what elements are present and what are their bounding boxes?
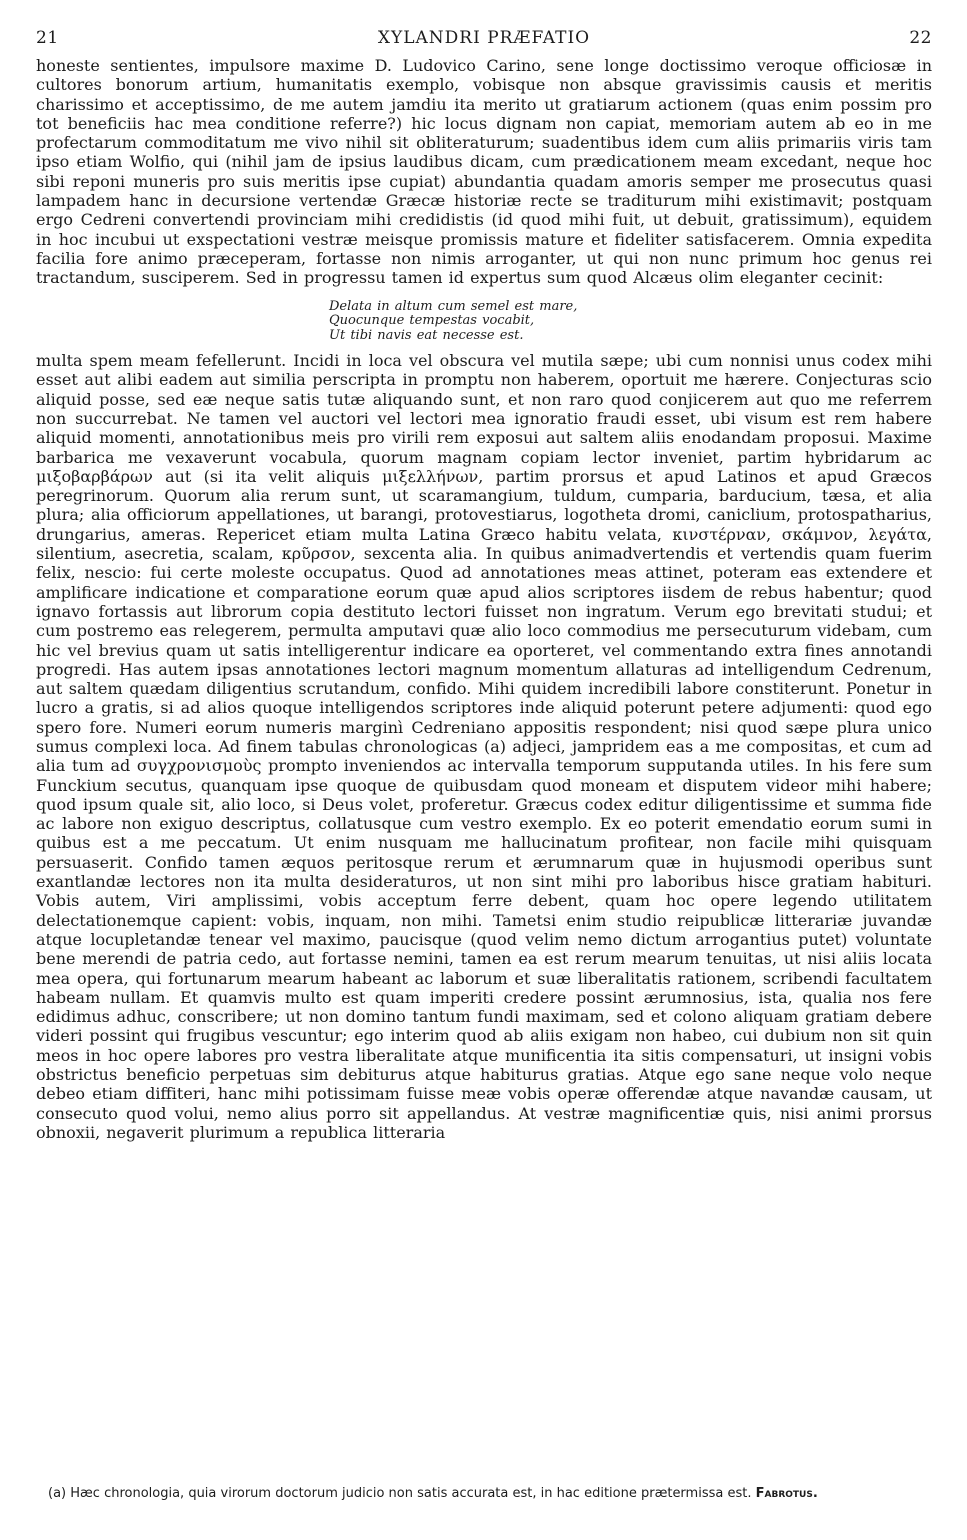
running-title: XYLANDRI PRÆFATIO xyxy=(377,28,591,48)
right-page-number: 22 xyxy=(909,28,932,48)
paragraph-1: honeste sentientes, impulsore maxime D. Ludovico Carino, sene longe doctissimo veroque officiosæ in cultores bonorum artium, humanitatis exemplo, vobisque non absque gravissimis causis et meritis charissimo et acceptissimo, de me autem jamdiu ita merito ut gratiarum actionem (quas enim possim pro tot beneficiis hac mea conditione referre?) hic locus dignam non capiat, memoriam autem ab eo in me profectarum commoditatum me vivo nihil sit obliteraturum; suadentibus idem cum aliis primariis viris tam ipso etiam Wolfio, qui (nihil jam de ipsius laudibus dicam, cum prædicationem meam excedant, neque hoc sibi reponi muneris pro suis meritis ipse cupiat) abundantia quadam amoris semper me prosecutus quasi lampadem hanc in decursione vertendæ Græcæ historiæ recte se traditurum mihi existimavit; postquam ergo Cedreni convertendi provinciam mihi credidistis (id quod mihi fuit, ut debuit, gratissimum), equidem in hoc incubui ut exspectationi vestræ meisque promissis mature et fideliter satisfacerem. Omnia expedita facilia fore animo præceperam, fortasse non nimis arroganter, ut qui non nunc primum hoc genus rei tractandum, susciperem. Sed in progressu tamen id expertus sum quod Alcæus olim eleganter cecinit: xyxy=(36,56,932,288)
paragraph-2: multa spem meam fefellerunt. Incidi in loca vel obscura vel mutila sæpe; ubi cum nonnisi unus codex mihi esset aut alibi eadem aut similia perscripta in promptu non haberem, oportuit me hærere. Conjecturas scio aliquid posse, sed eæ neque satis tutæ aliquando sunt, et non raro quod conjicerem aut quo me referrem non succurrebat. Ne tamen vel auctori vel lectori mea ignoratio fraudi esset, ubi visum est rem habere aliquid momenti, annotationibus meis pro virili rem exposui aut saltem aliis enodandam proposui. Maxime barbarica me vexaverunt vocabula, quorum magnam copiam lector inveniet, partim hybridarum ac μιξοβαρβάρων aut (si ita velit aliquis μιξελλήνων, partim prorsus et apud Latinos et apud Græcos peregrinorum. Quorum alia rerum sunt, ut scaramangium, tuldum, cumparia, barducium, tæsa, et alia plura; alia officiorum appellationes, ut barangi, protovestiarus, logotheta dromi, caniclium, protospatharius, drungarius, ameras. Repericet etiam multa Latina Græco habitu velata, κινστέρναν, σκάμνον, λεγάτα, silentium, asecretia, scalam, κρῦρσον, sexcenta alia. In quibus animadvertendis et vertendis quam fuerim felix, nescio: fui certe moleste occupatus. Quod ad annotationes meas attinet, poteram eas extendere et amplificare indicatione et comparatione eorum quæ apud alios scriptores iisdem de rebus habentur; quod ignavo fortassis aut librorum copia destituto lectori fuisset non ingratum. Verum ego brevitati studui; et cum postremo eas relegerem, permulta amputavi quæ alio loco commodius me persecuturum videbam, cum hic vel brevius quam ut satis intelligerentur indicare ea oporteret, vel commentando extra fines annotandi progredi. Has autem ipsas annotationes lectori magnum momentum allaturas ad intelligendum Cedrenum, aut saltem quædam diligentius scrutandum, confido. Mihi quidem incredibili labore constiterunt. Ponetur in lucro a gratis, si ad alios quoque intelligendos scriptores inde aliquid poterunt petere adjumenti: quod ego spero fore. Numeri eorum numeris marginì Cedreniano appositis respondent; nisi quod sæpe plura unico sumus complexi loca. Ad finem tabulas chronologicas (a) adjeci, jampridem eas a me compositas, et cum ad alia tum ad συγχρονισμοὺς prompto inveniendos ac intervalla temporum supputanda utiles. In his fere sum Funckium secutus, quanquam ipse quoque de quibusdam quod moneam et disputem videor mihi habere; quod ipsum quale sit, alio loco, si Deus volet, proferetur. Græcus codex editur diligentissime et summa fide ac labore non exiguo descriptus, collatusque cum vestro exemplo. Ex eo poterit emendatio eorum sumi in quibus est a me peccatum. Ut enim nusquam me hallucinatum profitear, non facile mihi quisquam persuaserit. Confido tamen æquos peritosque rerum et ærumnarum quæ in hujusmodi operibus sunt exantlandæ lectores non ita multa desideraturos, ut non sint mihi pro laboribus hisce gratiam habituri. Vobis autem, Viri amplissimi, vobis acceptum ferre debent, quam hoc opere legendo utilitatem delectationemque capient: vobis, inquam, non mihi. Tametsi enim studio reipublicæ litterariæ juvandæ atque locupletandæ tenear vel maximo, paucisque (quod velim nemo dictum arrogantius putet) voluntate bene merendi de patria cedo, aut fortasse nemini, tamen ea est rerum mearum tenuitas, ut nisi aliis locata mea opera, qui fortunarum mearum habeant ac laborum et suæ liberalitatis rationem, scribendi facultatem habeam nullam. Et quamvis multo est quam imperiti credere possint ærumnosius, ista, qualia nos fere edidimus adhuc, conscribere; ut non domino tantum fundi maximam, sed et colono aliquam gratiam debere videri possint qui frugibus vescuntur; ego interim quod ab aliis exigam non habeo, cui dubium non sit quin meos in hoc opere labores pro vestra liberalitate atque munificentia ita sitis compensaturi, ut insigni vobis obstrictus beneficio perpetuas sim debiturus atque habiturus gratias. Atque ego sane neque volo neque debeo etiam diffiteri, hanc mihi potissimam fuisse meæ vobis operæ offerendæ atque navandæ causam, ut consecuto quod volui, nemo alius porro sit appellandus. At vestræ magnificentiæ quis, nisi animi prorsus obnoxii, negaverit plurimum a republica litteraria xyxy=(36,351,932,1142)
verse-line: Ut tibi navis eat necesse est. xyxy=(329,327,524,343)
running-header xyxy=(36,28,932,48)
footnote-author: Fabrotus. xyxy=(755,1486,818,1501)
page xyxy=(36,28,932,1142)
footnote-text: (a) Hæc chronologia, quia virorum doctorum judicio non satis accurata est, in hac editione prætermissa est. xyxy=(48,1486,752,1501)
verse-line: Delata in altum cum semel est mare, xyxy=(329,298,578,314)
verse-quotation xyxy=(329,300,932,344)
left-page-number: 21 xyxy=(36,28,59,48)
verse-line: Quocunque tempestas vocabit, xyxy=(329,313,535,329)
main-text xyxy=(36,56,932,1142)
footnote xyxy=(48,1486,928,1502)
